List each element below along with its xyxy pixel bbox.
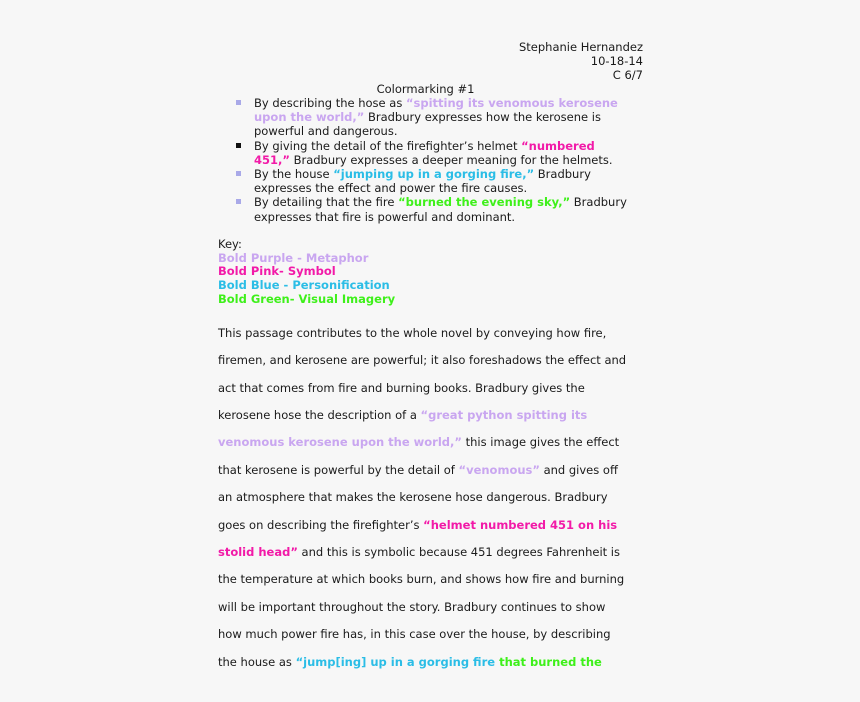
square-bullet-icon [236,199,241,204]
paragraph-line: stolid head” and this is symbolic because 451 degrees Fahrenheit is [218,545,620,560]
document-page [218,40,643,702]
paragraph-line: the temperature at which books burn, and shows how fire and burning [218,572,625,587]
paragraph-line: This passage contributes to the whole novel by conveying how fire, [218,325,607,340]
paragraph-line: venomous kerosene upon the world,” this image gives the effect [218,435,620,450]
paragraph-line: how much power fire has, in this case over the house, by describing [218,627,611,642]
document-title: Colormarking #1 [376,82,475,96]
square-bullet-icon [236,143,241,148]
square-bullet-icon [236,171,241,176]
key-pink: Bold Pink- Symbol [218,264,336,279]
document-date: 10-18-14 [590,54,643,68]
paragraph-line: an atmosphere that makes the kerosene hose dangerous. Bradbury [218,490,608,505]
paragraph-line: will be important throughout the story. Bradbury continues to show [218,599,606,614]
bullet-list [236,96,643,224]
square-bullet-icon [236,100,241,105]
list-item: By giving the detail of the firefighter’s helmet “numbered 451,” Bradbury expresses a deeper meaning for the helmets. [236,139,643,167]
color-key [218,238,643,307]
analysis-paragraph [218,320,643,676]
list-item: By detailing that the fire “burned the evening sky,” Bradbury expresses that fire is powerful and dominant. [236,195,643,223]
paragraph-line: the house as “jump[ing] up in a gorging fire that burned the [218,654,602,669]
list-item: By describing the hose as “spitting its venomous kerosene upon the world,” Bradbury expresses how the kerosene is powerful and dangerous. [236,96,643,139]
document-header [218,40,643,82]
key-blue: Bold Blue - Personification [218,278,390,293]
paragraph-line: kerosene hose the description of a “great python spitting its [218,408,588,423]
paragraph-line: firemen, and kerosene are powerful; it also foreshadows the effect and [218,353,627,368]
key-label: Key: [218,236,242,251]
paragraph-line: act that comes from fire and burning books. Bradbury gives the [218,380,585,395]
author-name: Stephanie Hernandez [518,40,643,54]
paragraph-line: that kerosene is powerful by the detail of “venomous” and gives off [218,462,618,477]
class-period: C 6/7 [612,68,643,82]
key-purple: Bold Purple - Metaphor [218,250,369,265]
paragraph-line: goes on describing the firefighter’s “helmet numbered 451 on his [218,517,618,532]
list-item: By the house “jumping up in a gorging fire,” Bradbury expresses the effect and power the fire causes. [236,167,643,195]
key-green: Bold Green- Visual Imagery [218,292,396,307]
